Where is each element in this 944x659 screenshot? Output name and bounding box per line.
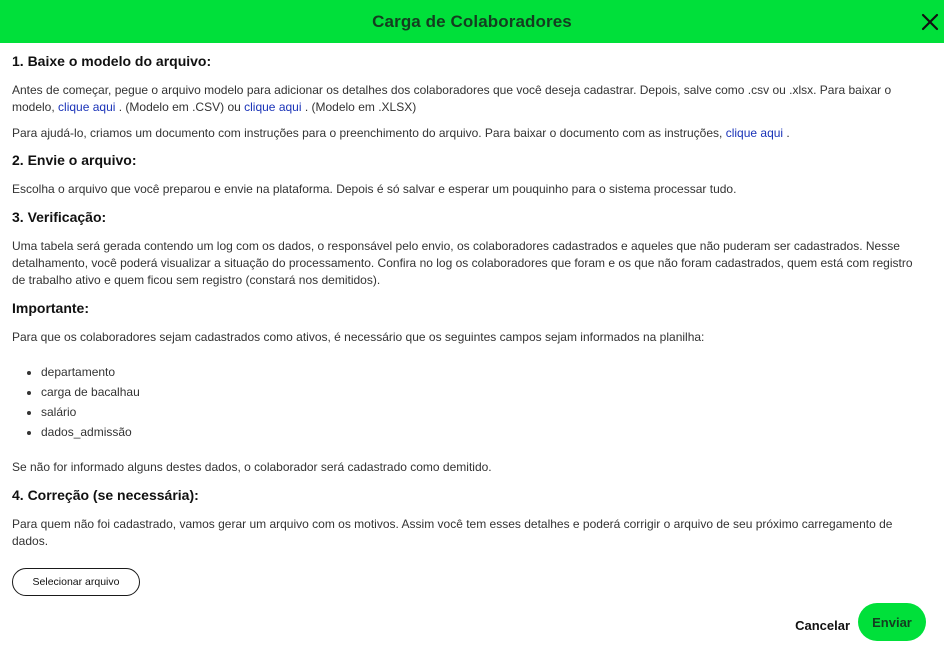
section-1-paragraph-2 (12, 125, 924, 142)
text: Para ajudá-lo, criamos um documento com instruções para o preenchimento do arquivo. Para baixar o documento com as instruções, (12, 126, 726, 140)
section-3-paragraph: Uma tabela será gerada contendo um log com os dados, o responsável pelo envio, os colaboradores cadastrados e aqueles que não puderam ser cadastrados. Nesse detalhamento, você poderá visualizar a situação do processamento. Confira no log os colaboradores que foram e os que não foram cadastrados, quem está com registro de trabalho ativo e quem ficou sem registro (constará nos demitidos). (12, 239, 913, 287)
download-csv-link[interactable]: clique aqui (58, 100, 116, 114)
modal-content (0, 43, 944, 596)
text: . (783, 126, 790, 140)
list-item: • salário (41, 404, 924, 421)
important-title: Importante: (12, 300, 89, 316)
section-3-title: 3. Verificação: (12, 209, 107, 225)
required-fields-list (12, 364, 924, 441)
text: Antes de começar, pegue o arquivo modelo para adicionar os detalhes dos colaboradores que você deseja cadastrar. Depois, salve como .csv ou .xlsx. Para baixar o modelo, (12, 83, 892, 114)
section-4-title: 4. Correção (se necessária): (12, 487, 199, 503)
list-item: • carga de bacalhau (41, 384, 924, 401)
section-1-paragraph-1 (12, 82, 924, 116)
list-item: • departamento (41, 364, 924, 381)
section-2-title: 2. Envie o arquivo: (12, 152, 137, 168)
modal-header (0, 0, 944, 43)
section-4-paragraph: Para quem não foi cadastrado, vamos gerar um arquivo com os motivos. Assim você tem esses detalhes e poderá corrigir o arquivo de seu próximo carregamento de dados. (12, 517, 893, 548)
download-instructions-link[interactable]: clique aqui (725, 126, 784, 140)
text: . (Modelo em .XLSX) (301, 100, 417, 114)
download-xlsx-link[interactable]: clique aqui (244, 100, 302, 114)
list-item: • dados_admissão (41, 424, 924, 441)
text: . (Modelo em .CSV) ou (115, 100, 245, 114)
section-2-paragraph: Escolha o arquivo que você preparou e envie na plataforma. Depois é só salvar e esperar um pouquinho para o sistema processar tudo. (12, 182, 737, 196)
close-button[interactable] (916, 8, 944, 36)
send-button[interactable]: Enviar (858, 603, 926, 641)
important-paragraph: Para que os colaboradores sejam cadastrados como ativos, é necessário que os seguintes campos sejam informados na planilha: (12, 330, 705, 344)
modal-footer (795, 603, 926, 641)
close-icon (921, 13, 939, 31)
modal-title: Carga de Colaboradores (372, 11, 572, 31)
section-1-title: 1. Baixe o modelo do arquivo: (12, 53, 212, 69)
cancel-button[interactable]: Cancelar (795, 614, 850, 637)
important-note: Se não for informado alguns destes dados, o colaborador será cadastrado como demitido. (12, 460, 492, 474)
select-file-button[interactable]: Selecionar arquivo (12, 568, 140, 596)
